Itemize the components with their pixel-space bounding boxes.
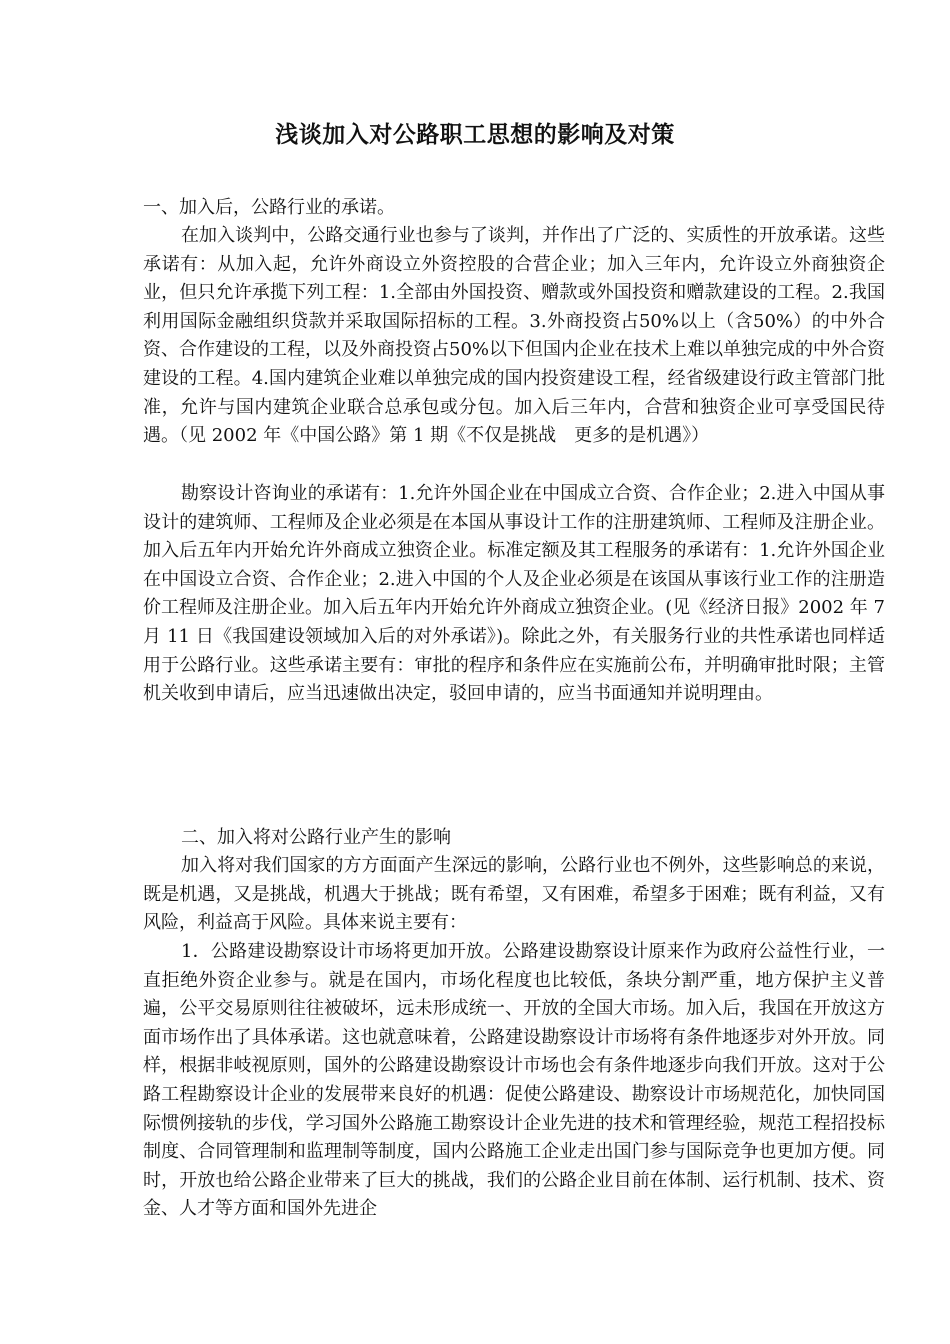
section-2-heading: 二、加入将对公路行业产生的影响 [181,827,451,848]
section-1-paragraph-2: 勘察设计咨询业的承诺有：1.允许外国企业在中国成立合资、合作企业；2.进入中国从事设计的建筑师、工程师及企业必须是在本国从事设计工作的注册建筑师、工程师及注册企业。加入后五年内开始允许外商成立独资企业。标准定额及其工程服务的承诺有：1.允许外国企业在中国设立合资、合作企业；2.进入中国的个人及企业必须是在该国从事该行业工作的注册造价工程师及注册企业。加入后五年内开始允许外商成立独资企业。(见《经济日报》2002 年 7 月 11 日《我国建设领域加入后的对外承诺》)。除此之外，有关服务行业的共性承诺也同样适用于公路行业。这些承诺主要有：审批的程序和条件应在实施前公布，并明确审批时限；主管机关收到申请后，应当迅速做出决定，驳回申请的，应当书面通知并说明理由。 [143,483,885,705]
section-2-paragraph-2: 1．公路建设勘察设计市场将更加开放。公路建设勘察设计原来作为政府公益性行业，一直拒绝外资企业参与。就是在国内，市场化程度也比较低，条块分割严重，地方保护主义普遍，公平交易原则往往被破坏，远未形成统一、开放的全国大市场。加入后，我国在开放这方面市场作出了具体承诺。这也就意味着，公路建设勘察设计市场将有条件地逐步对外开放。同样，根据非岐视原则，国外的公路建设勘察设计市场也会有条件地逐步向我们开放。这对于公路工程勘察设计企业的发展带来良好的机遇：促使公路建设、勘察设计市场规范化，加快同国际惯例接轨的步伐，学习国外公路施工勘察设计企业先进的技术和管理经验，规范工程招投标制度、合同管理制和监理制等制度，国内公路施工企业走出国门参与国际竞争也更加方便。同时，开放也给公路企业带来了巨大的挑战，我们的公路企业目前在体制、运行机制、技术、资金、人才等方面和国外先进企 [143,941,885,1220]
document-title: 浅谈加入对公路职工思想的影响及对策 [275,121,675,148]
section-1-paragraph-1: 在加入谈判中，公路交通行业也参与了谈判，并作出了广泛的、实质性的开放承诺。这些承诺有：从加入起，允许外商设立外资控股的合营企业；加入三年内，允许设立外商独资企业，但只允许承揽下列工程：1.全部由外国投资、赠款或外国投资和赠款建设的工程。2.我国利用国际金融组织贷款并采取国际招标的工程。3.外商投资占50%以上（含50%）的中外合资、合作建设的工程，以及外商投资占50%以下但国内企业在技术上难以单独完成的中外合资建设的工程。4.国内建筑企业难以单独完成的国内投资建设工程，经省级建设行政主管部门批准，允许与国内建筑企业联合总承包或分包。加入后三年内，合营和独资企业可享受国民待遇。（见 2002 年《中国公路》第 1 期《不仅是挑战 更多的是机遇》） [143,225,886,447]
section-1-heading: 一、加入后，公路行业的承诺。 [143,197,395,218]
section-2-paragraph-1: 加入将对我们国家的方方面面产生深远的影响，公路行业也不例外，这些影响总的来说，既是机遇，又是挑战，机遇大于挑战；既有希望，又有困难，希望多于困难；既有利益，又有风险，利益高于风险。具体来说主要有： [143,855,885,934]
